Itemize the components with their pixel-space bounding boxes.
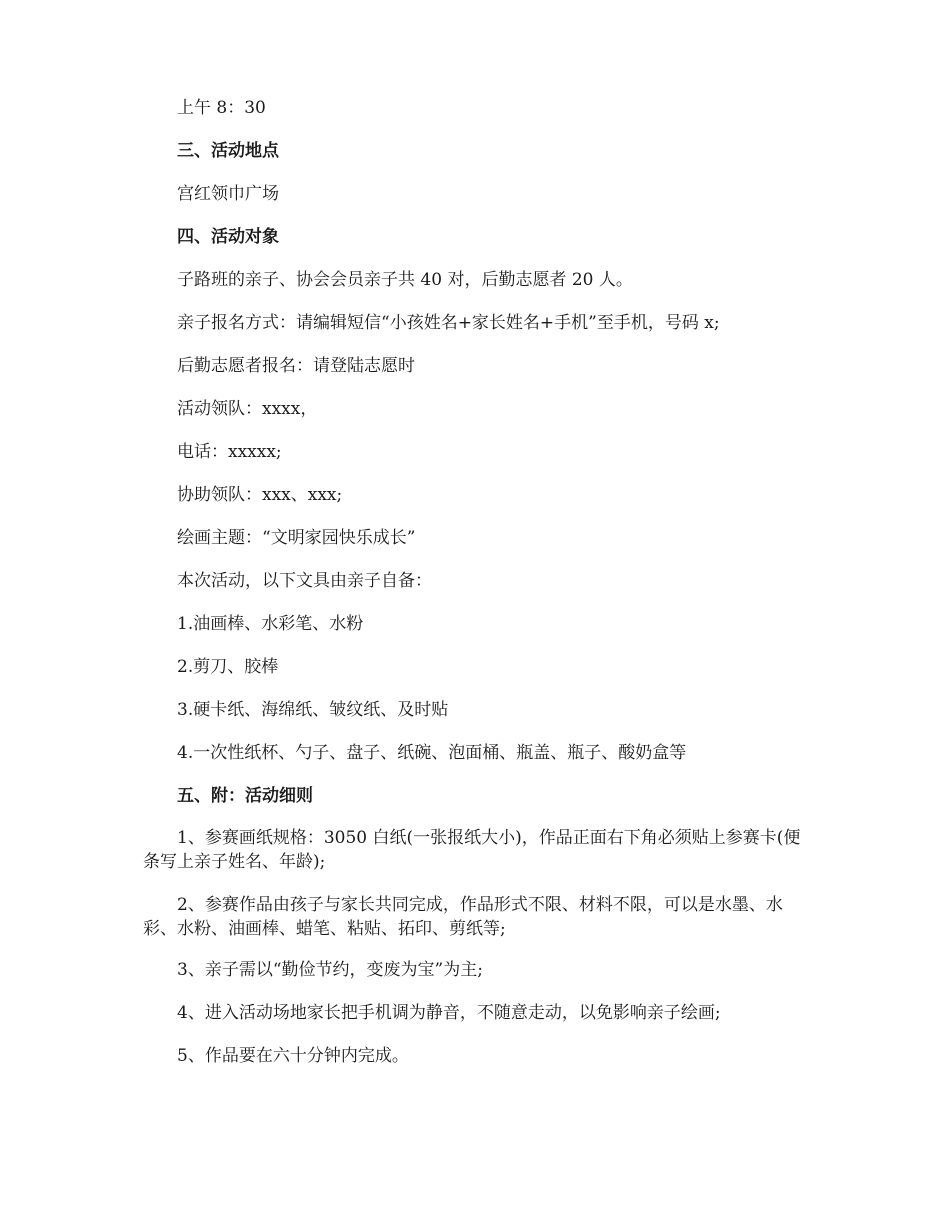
- section-heading-rules: 五、附：活动细则: [177, 786, 313, 806]
- participants-line: 子路班的亲子、协会会员亲子共 40 对，后勤志愿者 20 人。: [177, 270, 633, 290]
- rule-paragraph-1: 1、参赛画纸规格：3050 白纸(一张报纸大小)，作品正面右下角必须贴上参赛卡(便条写上亲子姓名、年龄);: [143, 828, 801, 872]
- rule-paragraph-2: 2、参赛作品由孩子与家长共同完成，作品形式不限、材料不限，可以是水墨、水彩、水粉、油画棒、蜡笔、粘贴、拓印、剪纸等;: [143, 895, 783, 939]
- supplies-item-4: 4.一次性纸杯、勺子、盘子、纸碗、泡面桶、瓶盖、瓶子、酸奶盒等: [177, 743, 687, 763]
- supplies-item-1: 1.油画棒、水彩笔、水粉: [177, 614, 364, 634]
- rule-paragraph-4: 4、进入活动场地家长把手机调为静音，不随意走动，以免影响亲子绘画;: [177, 1003, 721, 1023]
- rule-paragraph-3: 3、亲子需以“勤俭节约，变废为宝”为主;: [177, 960, 483, 980]
- supplies-item-3: 3.硬卡纸、海绵纸、皱纹纸、及时贴: [177, 700, 449, 720]
- section-heading-location: 三、活动地点: [177, 141, 279, 161]
- leader-line: 活动领队：xxxx，: [177, 399, 318, 419]
- location-text: 宫红领巾广场: [177, 184, 279, 204]
- volunteer-signup-line: 后勤志愿者报名：请登陆志愿时: [177, 356, 415, 376]
- phone-line: 电话：xxxxx;: [177, 442, 282, 462]
- supplies-item-2: 2.剪刀、胶棒: [177, 657, 279, 677]
- signup-method-line: 亲子报名方式：请编辑短信“小孩姓名+家长姓名+手机”至手机，号码 x;: [177, 313, 720, 333]
- supplies-intro-line: 本次活动，以下文具由亲子自备：: [177, 571, 432, 591]
- theme-line: 绘画主题：“文明家园快乐成长”: [177, 528, 416, 548]
- assistant-leader-line: 协助领队：xxx、xxx;: [177, 485, 343, 505]
- time-value: 上午 8：30: [177, 98, 266, 118]
- rule-paragraph-5: 5、作品要在六十分钟内完成。: [177, 1046, 409, 1066]
- section-heading-participants: 四、活动对象: [177, 227, 279, 247]
